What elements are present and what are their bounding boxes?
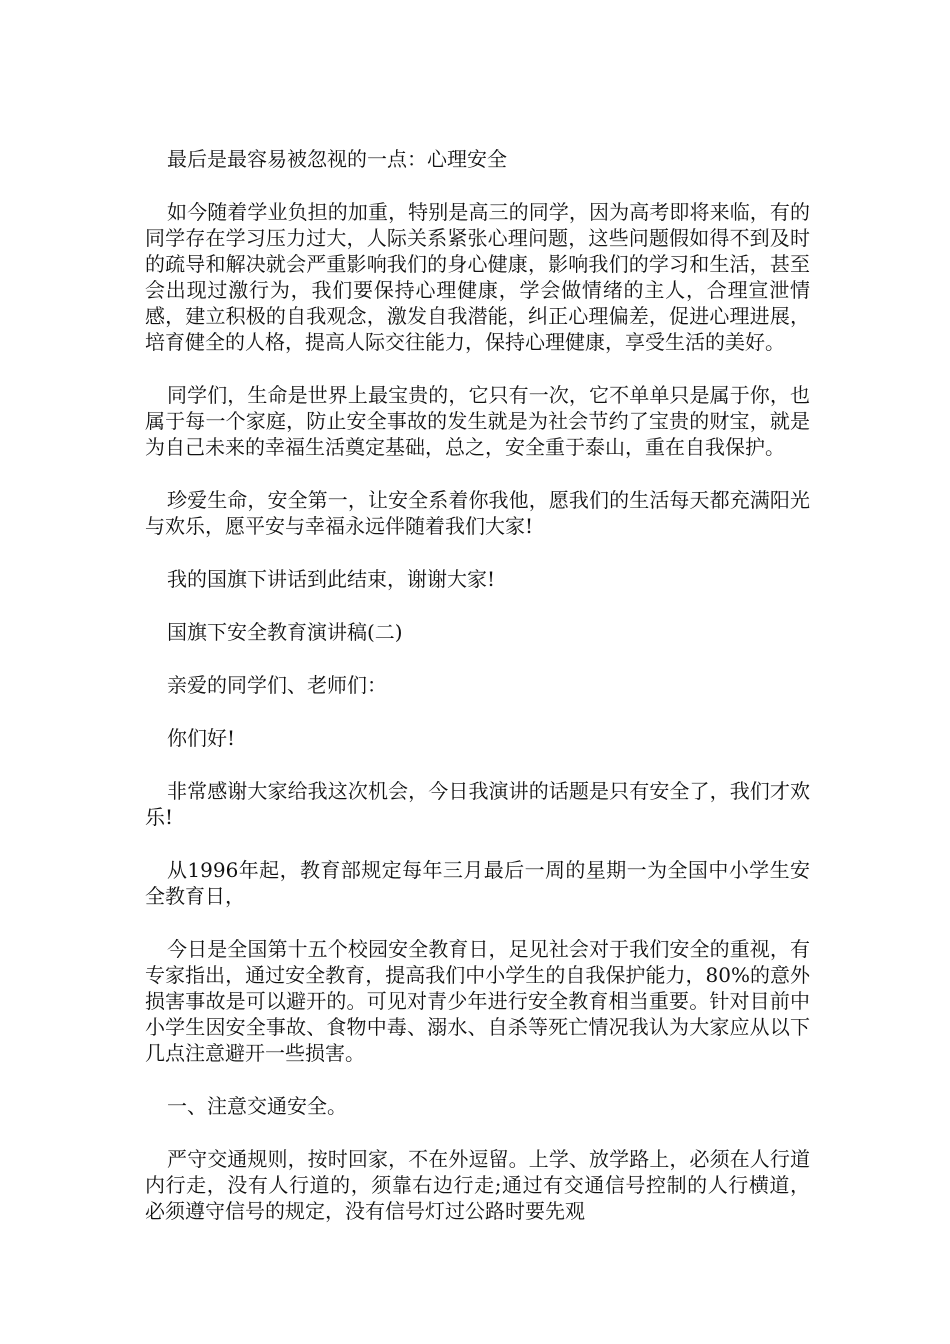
paragraph-cherish-life: 同学们，生命是世界上最宝贵的，它只有一次，它不单单只是属于你，也属于每一个家庭，防止安全事故的发生就是为社会节约了宝贵的财宝，就是为自己未来的幸福生活奠定基础，总之，安全重于泰山，重在自我保护。	[145, 383, 810, 459]
paragraph-speech-end: 我的国旗下讲话到此结束，谢谢大家!	[167, 567, 496, 591]
greeting: 你们好!	[167, 726, 236, 750]
paragraph-safety-first: 珍爱生命，安全第一，让安全系着你我他，愿我们的生活每天都充满阳光与欢乐，愿平安与幸福永远伴随着我们大家!	[145, 488, 810, 538]
paragraph-psych-safety-body: 如今随着学业负担的加重，特别是高三的同学，因为高考即将来临，有的同学存在学习压力过大，人际关系紧张心理问题，这些问题假如得不到及时的疏导和解决就会严重影响我们的身心健康，影响我们的学习和生活，甚至会出现过激行为，我们要保持心理健康，学会做情绪的主人，合理宣泄情感，建立积极的自我观念，激发自我潜能，纠正心理偏差，促进心理进展，培育健全的人格，提高人际交往能力，保持心理健康，享受生活的美好。	[145, 200, 810, 354]
paragraph-safety-day-today: 今日是全国第十五个校园安全教育日，足见社会对于我们安全的重视，有专家指出，通过安全教育，提高我们中小学生的自我保护能力，80%的意外损害事故是可以避开的。可见对青少年进行安全教育相当重要。针对目前中小学生因安全事故、食物中毒、溺水、自杀等死亡情况我认为大家应从以下几点注意避开一些损害。	[145, 937, 810, 1065]
salutation: 亲爱的同学们、老师们：	[167, 673, 387, 697]
heading-traffic-safety: 一、注意交通安全。	[167, 1094, 347, 1118]
paragraph-psych-safety-heading: 最后是最容易被忽视的一点：心理安全	[167, 147, 507, 171]
section-title: 国旗下安全教育演讲稿(二)	[167, 620, 403, 644]
paragraph-topic-intro: 非常感谢大家给我这次机会，今日我演讲的话题是只有安全了，我们才欢乐!	[145, 779, 810, 829]
paragraph-safety-day-origin: 从1996年起，教育部规定每年三月最后一周的星期一为全国中小学生安全教育日，	[145, 858, 810, 908]
document-page	[145, 146, 810, 1224]
paragraph-traffic-rules: 严守交通规则，按时回家，不在外逗留。上学、放学路上，必须在人行道内行走，没有人行道的，须靠右边行走;通过有交通信号控制的人行横道，必须遵守信号的规定，没有信号灯过公路时要先观	[145, 1147, 810, 1223]
